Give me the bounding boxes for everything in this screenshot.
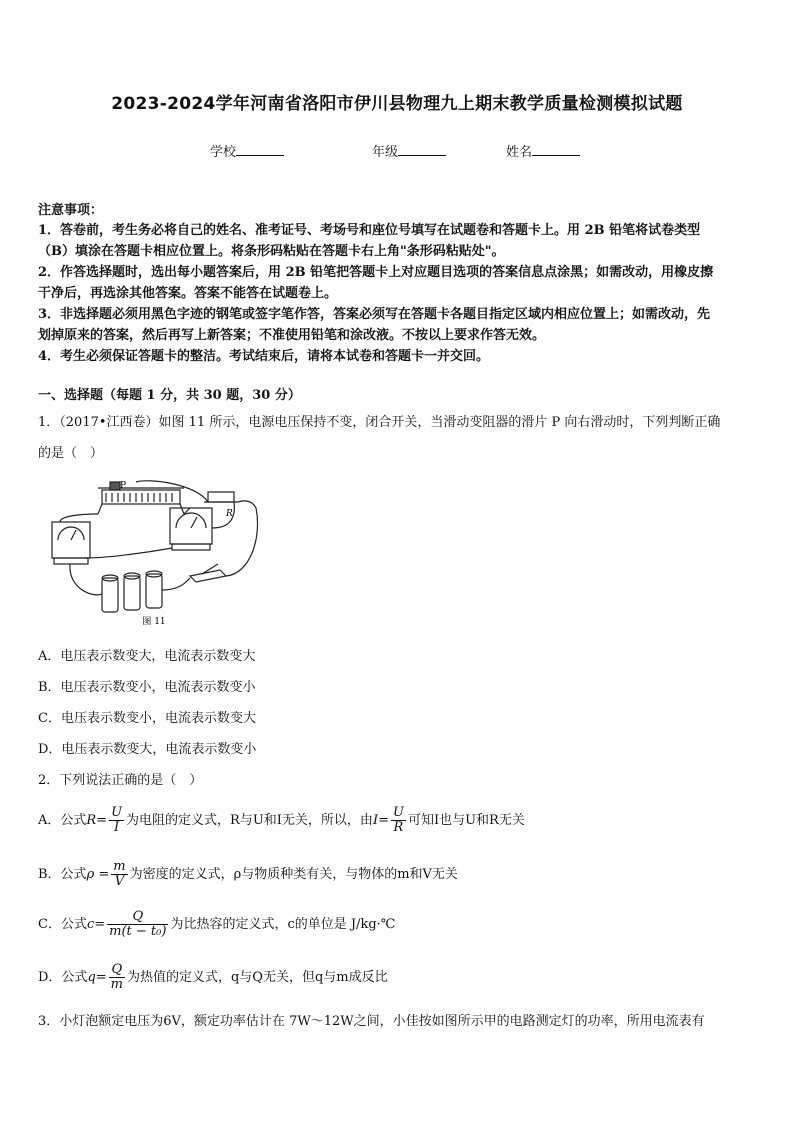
notice-heading: 注意事项： [38,203,104,218]
figure-label-p: P [120,481,127,491]
name-field [506,141,580,160]
notice-line-7: 4．考生必须保证答题卡的整洁。考试结束后，请将本试卷和答题卡一并交回。 [38,349,490,364]
q2-c-prefix: C．公式 [38,917,87,932]
school-blank [236,142,284,156]
notice-line-3: 2．作答选择题时，选出每小题答案后，用 2B 铅笔把答题卡上对应题目选项的答案信息点涂黑；如需改动，用橡皮擦 [38,265,714,280]
notice-line-1: 1．答卷前，考生务必将自己的姓名、准考证号、考场号和座位号填写在试题卷和答题卡上。用 2B 铅笔将试卷类型 [38,223,701,238]
grade-label: 年级 [372,145,399,160]
circuit-figure [40,478,272,628]
notice-line-5: 3．非选择题必须用黑色字迹的钢笔或签字笔作答，答案必须写在答题卡各题目指定区域内相应位置上；如需改动，先 [38,307,711,322]
q2-a-fraction-2 [391,806,406,835]
q2-d-denominator: m [110,977,123,992]
q1-stem-line-2: 的是（ ） [38,446,104,461]
q2-c-lhs: c= [86,917,106,932]
q2-b-lhs: ρ = [86,867,110,882]
q2-c-suffix: 为比热容的定义式，c的单位是 J/kg·℃ [170,917,396,932]
grade-blank [398,142,446,156]
rheostat-body [102,490,180,504]
q2-option-d [38,963,388,992]
circuit-diagram [40,478,272,628]
q2-c-numerator: Q [107,910,168,925]
q2-d-prefix: D．公式 [38,970,88,985]
q1-option-a: A．电压表示数变大，电流表示数变大 [38,649,256,664]
q1-stem-line-1: 1．（2017•江西卷）如图 11 所示，电源电压保持不变，闭合开关，当滑动变阻器的滑片 P 向右滑动时，下列判断正确 [38,415,721,430]
q2-b-suffix: 为密度的定义式，ρ与物质种类有关，与物体的m和V无关 [129,867,458,882]
q2-a-fraction [109,806,124,835]
q1-option-b: B．电压表示数变小，电流表示数变小 [38,680,256,695]
notice-line-2: （B）填涂在答题卡相应位置上。将条形码粘贴在答题卡右上角"条形码粘贴处"。 [38,244,505,259]
school-label: 学校 [210,145,237,160]
slider-p [110,482,120,490]
q3-stem-line-1: 3．小灯泡额定电压为6V，额定功率估计在 7W～12W之间，小佳按如图所示甲的电路测定灯的功率，所用电流表有 [38,1014,705,1029]
q2-a-numerator-2: U [392,805,404,820]
q2-option-b [38,860,458,889]
q2-option-c [38,910,395,939]
q2-option-a [38,806,525,835]
section-heading: 一、选择题（每题 1 分，共 30 题，30 分） [38,388,301,403]
q1-option-c: C．电压表示数变小，电流表示数变大 [38,711,256,726]
q2-a-lhs2: I= [372,813,389,828]
q2-a-numerator: U [111,805,123,820]
q2-stem: 2．下列说法正确的是（ ） [38,773,203,788]
q2-a-lhs: R= [86,813,108,828]
q2-a-denominator: I [113,820,120,835]
q2-c-fraction [107,910,168,939]
q2-c-denominator: m(t − t₀) [109,924,167,939]
battery-2 [124,576,140,610]
q2-b-denominator: V [114,874,125,889]
name-label: 姓名 [506,145,533,160]
name-blank [532,142,580,156]
q2-a-denominator-2: R [393,820,404,835]
q2-d-fraction [109,963,125,992]
notice-line-4: 干净后，再选涂其他答案。答案不能答在试题卷上。 [38,286,338,301]
q2-a-suffix: 可知I也与U和R无关 [407,813,525,828]
resistor-r [208,492,234,502]
q2-a-middle: 为电阻的定义式，R与U和I无关，所以，由 [126,813,373,828]
school-field [210,141,284,160]
q1-option-d: D．电压表示数变大，电流表示数变小 [38,742,257,757]
q2-b-fraction [111,860,127,889]
notice-line-6: 划掉原来的答案，然后再写上新答案；不准使用铅笔和涂改液。不按以上要求作答无效。 [38,328,546,343]
page-title: 2023-2024学年河南省洛阳市伊川县物理九上期末教学质量检测模拟试题 [111,94,683,114]
battery-1 [102,578,118,612]
q2-a-prefix: A．公式 [38,813,87,828]
grade-field [372,141,446,160]
figure-caption: 图 11 [142,617,166,627]
battery-3 [146,574,162,608]
q2-d-numerator: Q [109,963,125,978]
figure-label-r: R [226,509,233,519]
q2-d-suffix: 为热值的定义式，q与Q无关，但q与m成反比 [126,970,388,985]
switch [190,570,226,582]
q2-d-lhs: q= [87,970,107,985]
q2-b-numerator: m [113,859,126,874]
q2-b-prefix: B．公式 [38,867,87,882]
